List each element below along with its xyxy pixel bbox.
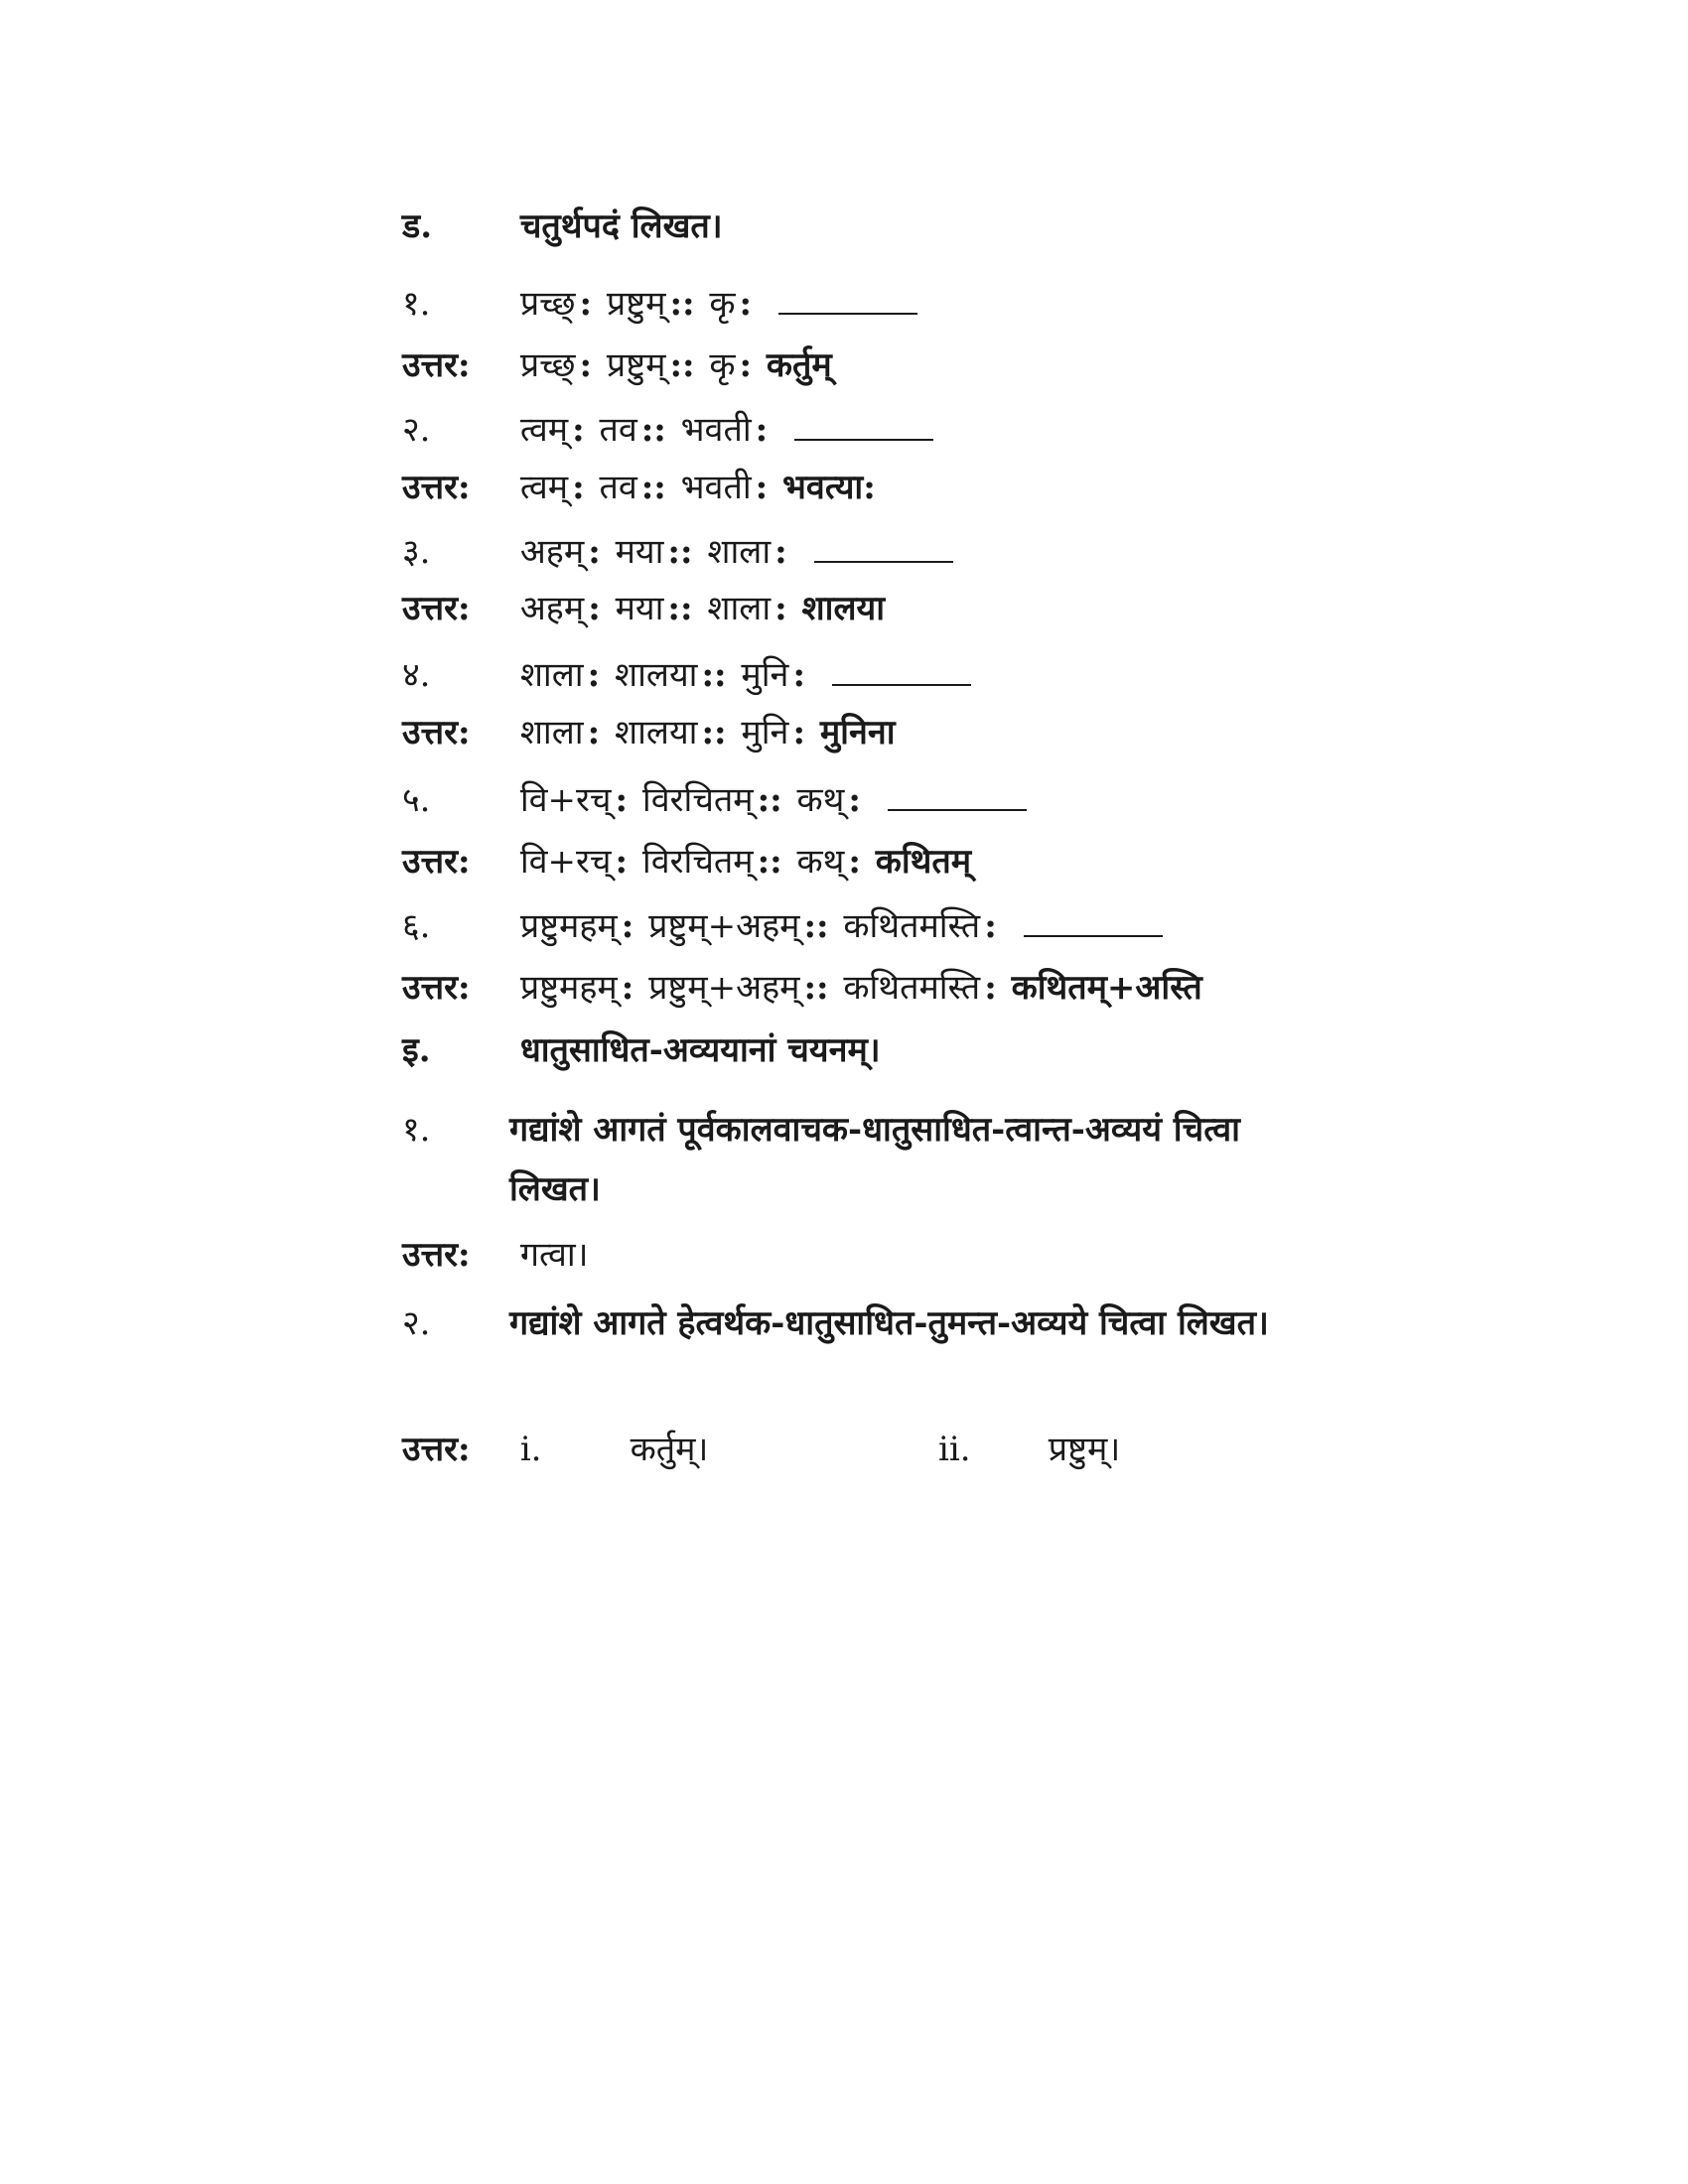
answer-row	[402, 1422, 1395, 1477]
answer-row: उत्तर: त्वम् : तव :: भवती : भवत्या:	[402, 460, 1395, 515]
term-b: प्रष्टुम्+अहम्	[648, 968, 800, 1008]
section-i-title: धातुसाधित-अव्ययानां चयनम्।	[519, 1030, 881, 1070]
answer-value: कर्तुम्।	[630, 1430, 709, 1469]
question-text: गद्यांशे आगतं पूर्वकालवाचक-धातुसाधित-त्वान्त-अव्ययं चित्वा लिखत।	[509, 1110, 1240, 1209]
term-a: अहम्	[519, 532, 585, 572]
term-b: तव	[599, 410, 637, 450]
answer-label: उत्तर:	[402, 1430, 471, 1469]
answer-label: उत्तर:	[402, 345, 471, 385]
answer-blank	[832, 654, 971, 686]
answer-blank	[814, 531, 953, 563]
term-c: भवती	[680, 410, 752, 450]
answer-label: उत्तर:	[402, 713, 471, 752]
term-b: शालया	[614, 655, 698, 695]
term-c: कथितमस्ति	[843, 968, 981, 1008]
term-a: प्रच्छ्	[519, 284, 576, 324]
answer-row	[402, 1227, 1395, 1283]
answer-value: मुनिना	[819, 713, 896, 752]
term-c: कथ्	[796, 842, 845, 882]
term-b: प्रष्टुम्	[606, 345, 666, 385]
question-number: १.	[402, 284, 431, 324]
answer-label: उत्तर:	[402, 968, 471, 1008]
answer-label: उत्तर:	[402, 842, 471, 882]
answer-blank	[778, 283, 917, 315]
section-i-marker: इ.	[402, 1030, 431, 1070]
question-row: ६. प्रष्टुमहम् : प्रष्टुम्+अहम् :: कथितमस्ति :	[402, 898, 1395, 954]
question-row: १. प्रच्छ् : प्रष्टुम् :: कृ :	[402, 276, 1395, 332]
question-row: २. त्वम् : तव :: भवती :	[402, 402, 1395, 458]
term-a: शाला	[519, 713, 584, 752]
term-b: विरचितम्	[641, 780, 754, 820]
answer-label: उत्तर:	[402, 589, 471, 628]
question-row: ३. अहम् : मया :: शाला :	[402, 524, 1395, 580]
question-number: ६.	[402, 906, 431, 946]
roman-numeral: i.	[519, 1430, 542, 1469]
section-d-title: चतुर्थपदं लिखत।	[519, 206, 723, 246]
term-b: शालया	[614, 713, 698, 752]
answer-row: उत्तर: अहम् : मया :: शाला : शालया	[402, 581, 1395, 636]
term-b: मया	[615, 532, 664, 572]
answer-label: उत्तर:	[402, 1235, 471, 1275]
term-a: त्वम्	[519, 410, 569, 450]
term-a: वि+रच्	[519, 780, 612, 820]
question-text: गद्यांशे आगते हेत्वर्थक-धातुसाधित-तुमन्त-अव्यये चित्वा लिखत।	[509, 1303, 1269, 1343]
term-a: प्रष्टुमहम्	[519, 906, 618, 946]
term-c: मुनि	[741, 713, 789, 752]
question-row: ५. वि+रच् : विरचितम् :: कथ् :	[402, 772, 1395, 828]
answer-value: कर्तुम्	[766, 345, 832, 385]
roman-numeral: ii.	[937, 1430, 971, 1469]
answer-row: उत्तर: वि+रच् : विरचितम् :: कथ् : कथितम्	[402, 834, 1395, 889]
section-i-heading	[402, 1023, 1395, 1078]
term-a: वि+रच्	[519, 842, 612, 882]
answer-value: प्रष्टुम्।	[1048, 1430, 1121, 1469]
term-c: कथितमस्ति	[843, 906, 981, 946]
section-d-marker: ड.	[402, 206, 433, 246]
term-b: तव	[599, 468, 637, 507]
answer-value: भवत्या:	[782, 468, 876, 507]
answer-value: शालया	[801, 589, 886, 628]
term-a: प्रष्टुमहम्	[519, 968, 618, 1008]
question-number: २.	[402, 1303, 431, 1343]
section-d-heading	[402, 199, 1395, 254]
answer-value: कथितम्+अस्ति	[1011, 968, 1202, 1008]
term-a: अहम्	[519, 589, 585, 628]
term-c: शाला	[707, 532, 772, 572]
term-c: भवती	[680, 468, 752, 507]
term-c: शाला	[707, 589, 772, 628]
answer-blank	[888, 779, 1027, 811]
answer-blank	[794, 409, 933, 441]
term-c: कथ्	[796, 780, 845, 820]
term-a: त्वम्	[519, 468, 569, 507]
answer-blank	[1024, 905, 1163, 937]
term-a: शाला	[519, 655, 584, 695]
term-c: कृ	[709, 345, 736, 385]
answer-row: उत्तर: प्रष्टुमहम् : प्रष्टुम्+अहम् :: कथितमस्ति : कथितम्+अस्ति	[402, 960, 1395, 1016]
term-b: प्रष्टुम्	[606, 284, 666, 324]
question-row: ४. शाला : शालया :: मुनि :	[402, 647, 1395, 703]
answer-row: उत्तर: प्रच्छ् : प्रष्टुम् :: कृ : कर्तुम्	[402, 338, 1395, 393]
question-number: ४.	[402, 655, 431, 695]
term-b: विरचितम्	[641, 842, 754, 882]
answer-row: उत्तर: शाला : शालया :: मुनि : मुनिना	[402, 705, 1395, 760]
answer-label: उत्तर:	[402, 468, 471, 507]
question-number: २.	[402, 410, 431, 450]
question-number: ५.	[402, 780, 431, 820]
answer-value: कथितम्	[875, 842, 972, 882]
term-c: कृ	[709, 284, 736, 324]
term-a: प्रच्छ्	[519, 345, 576, 385]
term-b: मया	[615, 589, 664, 628]
term-c: मुनि	[741, 655, 789, 695]
term-b: प्रष्टुम्+अहम्	[648, 906, 800, 946]
question-number: ३.	[402, 532, 431, 572]
question-number: १.	[402, 1110, 431, 1150]
answer-value: गत्वा।	[519, 1235, 589, 1275]
